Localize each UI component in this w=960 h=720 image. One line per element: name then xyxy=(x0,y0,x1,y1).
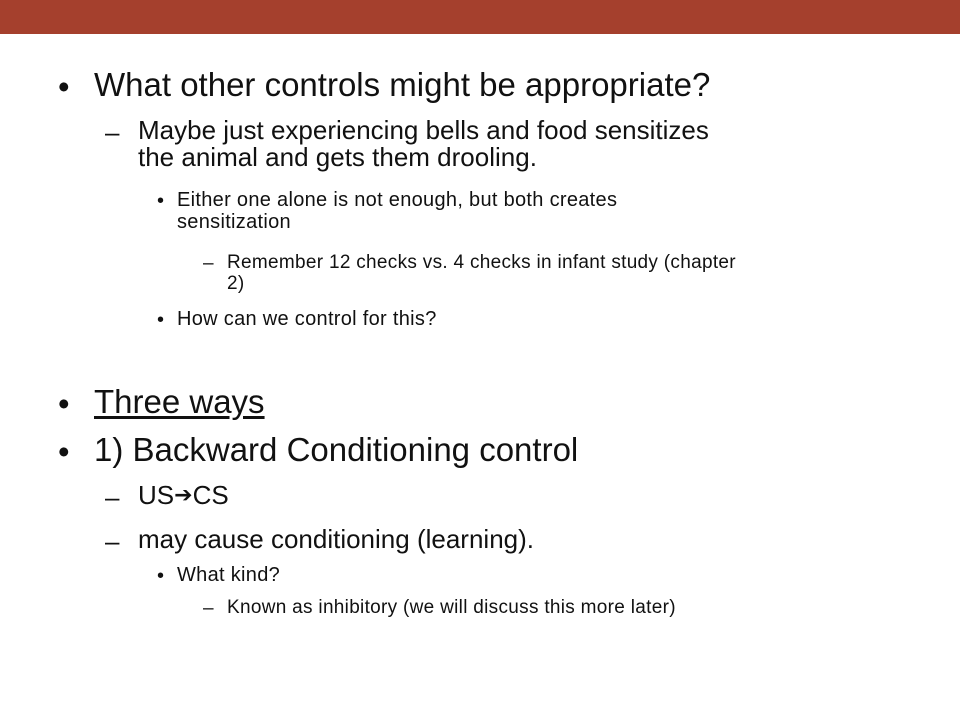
bullet-either-one-alone xyxy=(157,190,617,233)
bullet-may-cause-conditioning xyxy=(105,526,534,557)
bullet-text: 1) Backward Conditioning control xyxy=(94,431,579,468)
dash-marker: – xyxy=(203,598,214,619)
bullet-text: Either one alone is not enough, but both creates sensitization xyxy=(177,189,618,233)
bullet-what-kind xyxy=(157,565,280,588)
bullet-backward-conditioning xyxy=(58,433,578,471)
dash-marker: – xyxy=(105,526,120,556)
arrow-right-icon: ➔ xyxy=(174,482,193,507)
dash-marker: – xyxy=(203,253,214,274)
dash-marker: – xyxy=(105,482,120,512)
dash-marker: – xyxy=(105,117,120,147)
bullet-text: Three ways xyxy=(94,383,265,420)
bullet-marker: • xyxy=(58,433,70,470)
bullet-text: Maybe just experiencing bells and food sensitizes the animal and gets them drooling. xyxy=(138,115,709,172)
bullet-text: US➔CS xyxy=(138,480,229,510)
bullet-text: What other controls might be appropriate? xyxy=(94,66,711,103)
bullet-text: What kind? xyxy=(177,564,281,586)
bullet-infant-study xyxy=(203,253,736,294)
bullet-text: Remember 12 checks vs. 4 checks in infant study (chapter 2) xyxy=(227,252,736,294)
bullet-sensitization-hypothesis xyxy=(105,117,709,170)
bullet-us-cs xyxy=(105,482,229,513)
bullet-marker: • xyxy=(157,565,165,587)
bullet-control-question xyxy=(157,309,437,332)
bullet-marker: • xyxy=(157,309,165,331)
bullet-text: may cause conditioning (learning). xyxy=(138,524,534,554)
bullet-text: How can we control for this? xyxy=(177,308,437,330)
bullet-three-ways xyxy=(58,385,265,423)
bullet-text: Known as inhibitory (we will discuss this more later) xyxy=(227,597,676,618)
bullet-inhibitory xyxy=(203,598,676,620)
bullet-marker: • xyxy=(58,385,70,422)
bullet-controls-question xyxy=(58,68,710,106)
bullet-marker: • xyxy=(58,68,70,105)
bullet-marker: • xyxy=(157,190,165,212)
